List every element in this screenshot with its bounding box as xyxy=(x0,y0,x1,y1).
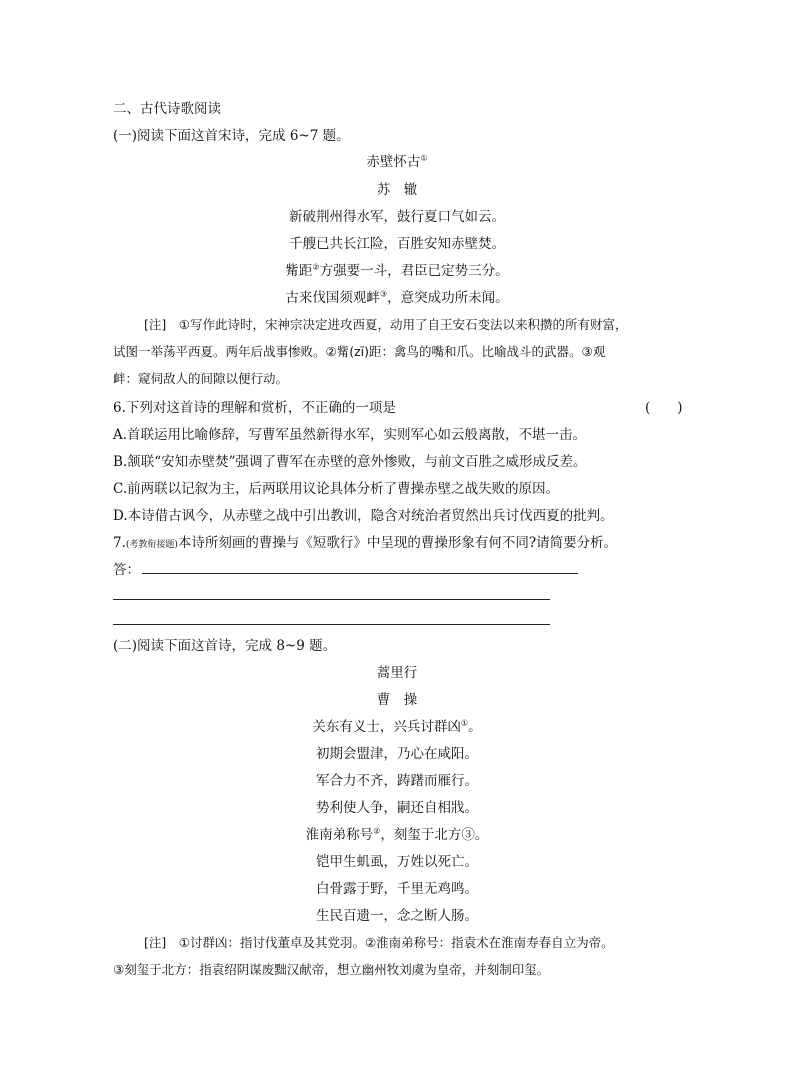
q6-option-a: A.首联运用比喻修辞，写曹军虽然新得水军，实则军心如云般离散，不堪一击。 xyxy=(113,427,587,443)
answer-line[interactable] xyxy=(113,599,550,600)
poem2-line-text: 铠甲生虮虱，万姓以死亡。 xyxy=(316,854,478,870)
poem1-line-text: 觜距 xyxy=(285,263,313,279)
poem1-author: 苏 辙 xyxy=(376,182,418,198)
section-title: 二、古代诗歌阅读 xyxy=(113,101,221,117)
part2-instruction: (二)阅读下面这首诗，完成 8~9 题。 xyxy=(113,638,337,654)
poem1-line-text: 方强要一斗，君臣已定势三分。 xyxy=(319,263,509,279)
poem1-line xyxy=(0,232,794,252)
poem2-title: 蒿里行 xyxy=(376,665,418,681)
poem2-line-text: 初期会盟津，乃心在咸阳。 xyxy=(316,746,478,762)
q7-answer-label: 答： xyxy=(113,562,140,578)
poem1-line xyxy=(0,205,794,225)
answer-line[interactable] xyxy=(113,624,550,625)
poem2-line-text: 关东有义士，兴兵讨群凶 xyxy=(312,719,461,735)
poem2-line xyxy=(0,769,794,789)
poem2-author: 曹 操 xyxy=(376,692,418,708)
poem2-line xyxy=(0,796,794,816)
poem2-line-text: 白骨露于野，千里无鸡鸣。 xyxy=(316,881,478,897)
poem2-line-text: 军合力不齐，踌躇而雁行。 xyxy=(316,773,478,789)
poem1-note-line: 衅：窥伺敌人的间隙以便行动。 xyxy=(113,371,289,386)
poem2-note-line: [注] ①讨群凶：指讨伐董卓及其党羽。②淮南弟称号：指袁术在淮南寿春自立为帝。 xyxy=(144,935,614,950)
poem1-line xyxy=(0,286,794,306)
poem2-line xyxy=(0,850,794,870)
poem2-line xyxy=(0,823,794,843)
q6-option-b: B.颔联“安知赤壁焚”强调了曹军在赤壁的意外惨败，与前文百胜之威形成反差。 xyxy=(113,454,587,470)
poem1-line-text: 古来伐国须观衅 xyxy=(285,290,380,306)
poem2-line-text: 淮南弟称号 xyxy=(305,827,374,843)
poem1-line-text: 千艘已共长江险，百胜安知赤壁焚。 xyxy=(289,236,505,252)
poem2-note-line: ③刻玺于北方：指袁绍阴谋废黜汉献帝，想立幽州牧刘虞为皇帝，并刻制印玺。 xyxy=(113,962,550,977)
poem1-line-text: ，意突成功所未闻。 xyxy=(387,290,509,306)
poem2-line-note: ② xyxy=(373,826,381,836)
q6-option-d: D.本诗借古讽今，从赤壁之战中引出教训，隐含对统治者贸然出兵讨伐西夏的批判。 xyxy=(113,508,614,524)
poem2-line-text: ，刻玺于北方③。 xyxy=(380,827,489,843)
poem2-line-note: ① xyxy=(460,718,469,728)
poem2-line xyxy=(0,904,794,924)
q7-number: 7. xyxy=(113,535,126,551)
poem2-line xyxy=(0,742,794,762)
q6-stem: 6.下列对这首诗的理解和赏析，不正确的一项是 xyxy=(113,400,396,416)
poem2-line xyxy=(0,715,794,735)
poem1-line-text: 新破荆州得水军，鼓行夏口气如云。 xyxy=(289,209,505,225)
poem1-title-note: ① xyxy=(420,153,428,163)
q6-answer-bracket: ( ) xyxy=(645,400,683,416)
poem2-line-text: 。 xyxy=(468,719,482,735)
q6-option-c: C.前两联以记叙为主，后两联用议论具体分析了曹操赤壁之战失败的原因。 xyxy=(113,481,560,497)
poem1-title xyxy=(0,150,794,170)
poem1-line-note: ② xyxy=(312,262,320,272)
poem1-note-line: 试图一举荡平西夏。两年后战事惨败。②觜(zī)距：禽鸟的嘴和爪。比喻战斗的武器。③观 xyxy=(113,344,606,359)
poem1-line xyxy=(0,259,794,279)
poem1-title-text: 赤壁怀古 xyxy=(366,154,421,170)
q7-tag: (考教衔接题) xyxy=(125,540,178,550)
poem1-line-note: ③ xyxy=(379,289,388,299)
poem1-note-line: [注] ①写作此诗时，宋神宗决定进攻西夏，动用了自王安石变法以来积攒的所有财富， xyxy=(144,317,628,332)
poem2-line-text: 生民百遗一，念之断人肠。 xyxy=(316,908,478,924)
q7-stem xyxy=(113,531,617,551)
poem2-line xyxy=(0,877,794,897)
q7-stem-text: 本诗所刻画的曹操与《短歌行》中呈现的曹操形象有何不同?请简要分析。 xyxy=(177,535,618,551)
poem2-line-text: 势利使人争，嗣还自相戕。 xyxy=(316,800,478,816)
answer-line[interactable] xyxy=(142,573,578,574)
part1-instruction: (一)阅读下面这首宋诗，完成 6~7 题。 xyxy=(113,128,350,144)
